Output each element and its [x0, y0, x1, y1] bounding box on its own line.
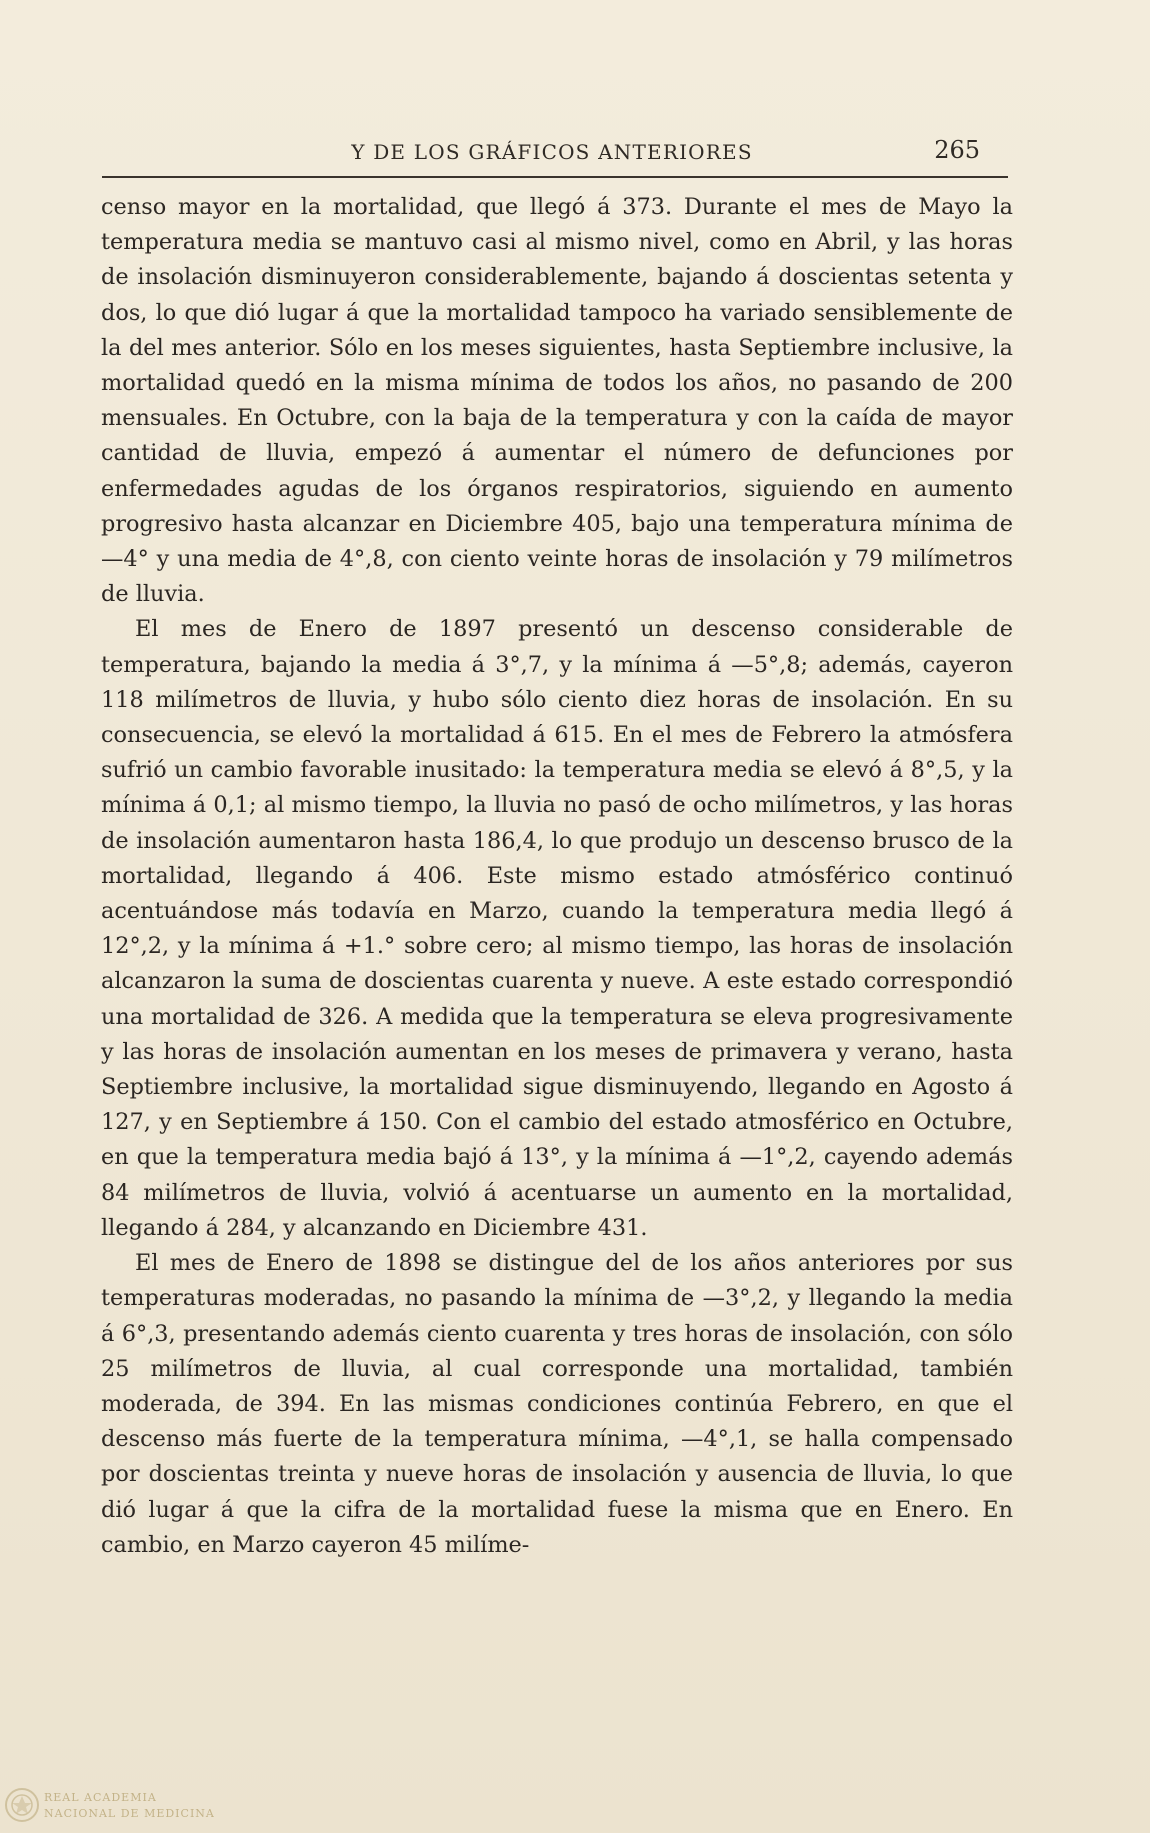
running-title: Y DE LOS GRÁFICOS ANTERIORES — [351, 140, 753, 164]
page-header — [102, 134, 1002, 174]
paragraph-1: censo mayor en la mortalidad, que llegó á 373. Durante el mes de Mayo la temperatura media se mantuvo casi al mismo nivel, como en Abril, y las horas de insolación disminuyeron considerablemente, bajando á doscientas setenta y dos, lo que dió lugar á que la mortalidad tampoco ha variado sensiblemente de la del mes anterior. Sólo en los meses siguientes, hasta Septiembre inclusive, la mortalidad quedó en la misma mínima de todos los años, no pasando de 200 mensuales. En Octubre, con la baja de la temperatura y con la caída de mayor cantidad de lluvia, empezó á aumentar el número de defunciones por enfermedades agudas de los órganos respiratorios, siguiendo en aumento progresivo hasta alcanzar en Diciembre 405, bajo una temperatura mínima de —4° y una media de 4°,8, con ciento veinte horas de insolación y 79 milímetros de lluvia. — [101, 194, 1013, 608]
body-text — [101, 190, 1013, 1563]
library-watermark — [4, 1783, 224, 1829]
paragraph-3: El mes de Enero de 1898 se distingue del de los años anteriores por sus temperaturas moderadas, no pasando la mínima de —3°,2, y llegando la media á 6°,3, presentando además ciento cuarenta y tres horas de insolación, con sólo 25 milímetros de lluvia, al cual corresponde una mortalidad, también moderada, de 394. En las mismas condiciones continúa Febrero, en que el descenso más fuerte de la temperatura mínima, —4°,1, se halla compensado por doscientas treinta y nueve horas de insolación y ausencia de lluvia, lo que dió lugar á que la cifra de la mortalidad fuese la misma que en Enero. En cambio, en Marzo cayeron 45 milíme- — [101, 1250, 1013, 1558]
watermark-line-1: REAL ACADEMIA — [44, 1791, 157, 1804]
header-rule — [102, 176, 1008, 178]
seal-icon — [4, 1787, 40, 1823]
paragraph-2: El mes de Enero de 1897 presentó un descenso considerable de temperatura, bajando la media á 3°,7, y la mínima á —5°,8; además, cayeron 118 milímetros de lluvia, y hubo sólo ciento diez horas de insolación. En su consecuencia, se elevó la mortalidad á 615. En el mes de Febrero la atmósfera sufrió un cambio favorable inusitado: la temperatura media se elevó á 8°,5, y la mínima á 0,1; al mismo tiempo, la lluvia no pasó de ocho milímetros, y las horas de insolación aumentaron hasta 186,4, lo que produjo un descenso brusco de la mortalidad, llegando á 406. Este mismo estado atmósférico continuó acentuándose más todavía en Marzo, cuando la temperatura media llegó á 12°,2, y la mínima á +1.° sobre cero; al mismo tiempo, las horas de insolación alcanzaron la suma de doscientas cuarenta y nueve. A este estado correspondió una mortalidad de 326. A medida que la temperatura se eleva progresivamente y las horas de insolación aumentan en los meses de primavera y verano, hasta Septiembre inclusive, la mortalidad sigue disminuyendo, llegando en Agosto á 127, y en Septiembre á 150. Con el cambio del estado atmosférico en Octubre, en que la temperatura media bajó á 13°, y la mínima á —1°,2, cayendo además 84 milímetros de lluvia, volvió á acentuarse un aumento en la mortalidad, llegando á 284, y alcanzando en Diciembre 431. — [101, 616, 1013, 1241]
page-number: 265 — [934, 136, 980, 164]
watermark-line-2: NACIONAL DE MEDICINA — [44, 1807, 215, 1820]
